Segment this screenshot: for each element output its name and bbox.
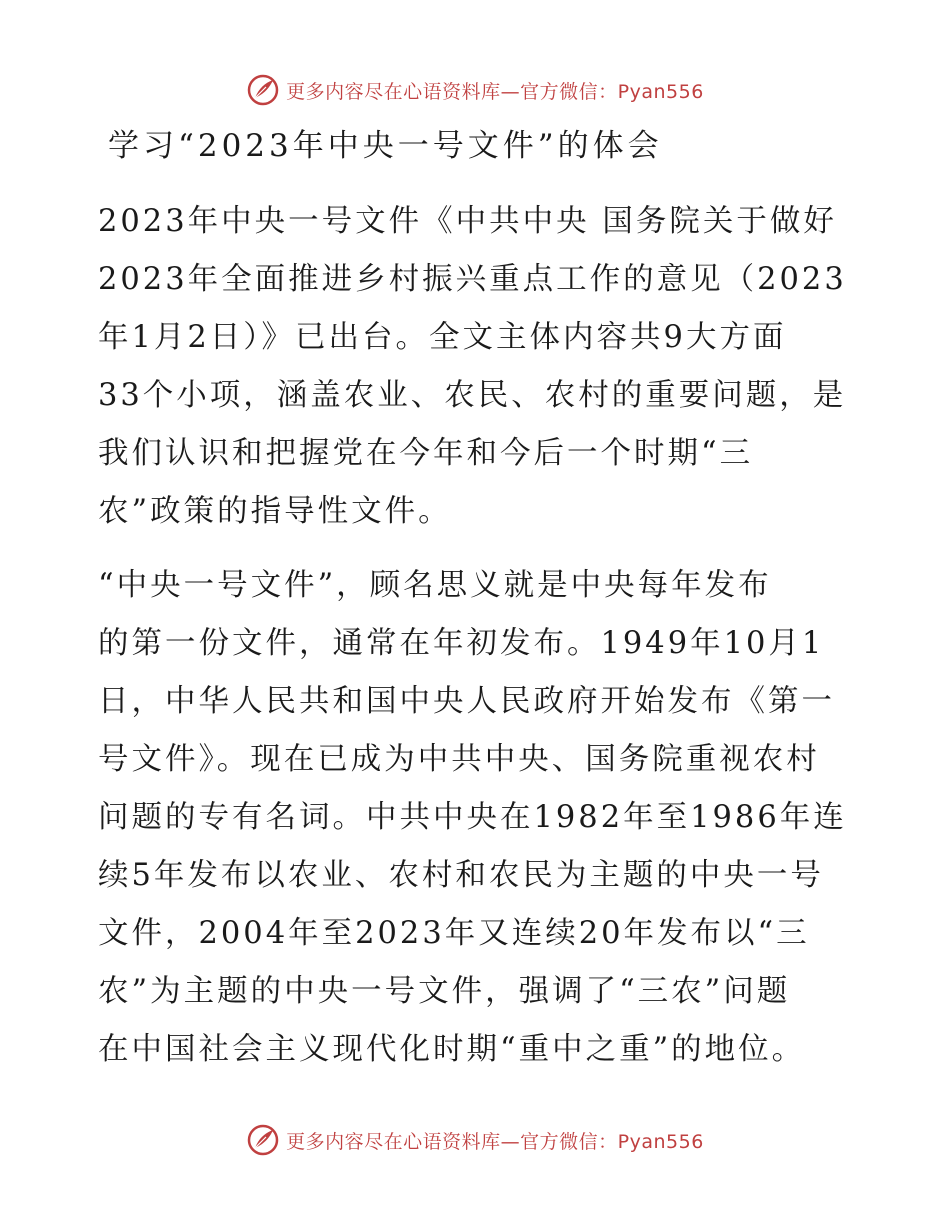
watermark-text: 更多内容尽在心语资料库—官方微信：Pyan556 — [286, 80, 704, 103]
footer-watermark-banner — [0, 1120, 950, 1160]
text-line: 33个小项，涵盖农业、农民、农村的重要问题，是 — [98, 378, 847, 413]
feather-pen-icon — [246, 1123, 280, 1157]
text-line: 农”政策的指导性文件。 — [98, 494, 452, 529]
paragraph-2 — [98, 557, 858, 1079]
document-title: 学习“2023年中央一号文件”的体会 — [108, 128, 663, 164]
text-line: 农”为主题的中央一号文件，强调了“三农”问题 — [98, 974, 791, 1009]
text-line: 2023年中央一号文件《中共中央 国务院关于做好 — [98, 204, 837, 239]
watermark-text: 更多内容尽在心语资料库—官方微信：Pyan556 — [286, 1130, 704, 1153]
text-line: 年1月2日）》已出台。全文主体内容共9大方面 — [98, 320, 787, 355]
text-line: 的第一份文件，通常在年初发布。1949年10月1 — [98, 626, 825, 661]
text-line: 在中国社会主义现代化时期“重中之重”的地位。 — [98, 1032, 806, 1067]
paragraph-1 — [98, 193, 858, 541]
text-line: “中央一号文件”，顾名思义就是中央每年发布 — [98, 568, 772, 603]
feather-pen-icon — [246, 73, 280, 107]
header-watermark-banner — [0, 70, 950, 110]
text-line: 我们认识和把握党在今年和今后一个时期“三 — [98, 436, 754, 471]
text-line: 文件，2004年至2023年又连续20年发布以“三 — [98, 916, 810, 951]
text-line: 日，中华人民共和国中央人民政府开始发布《第一 — [98, 684, 835, 719]
text-line: 号文件》。现在已成为中共中央、国务院重视农村 — [98, 742, 820, 777]
text-line: 问题的专有名词。中共中央在1982年至1986年连 — [98, 800, 847, 835]
text-line: 续5年发布以农业、农村和农民为主题的中央一号 — [98, 858, 824, 893]
text-line: 2023年全面推进乡村振兴重点工作的意见（2023 — [98, 262, 847, 297]
